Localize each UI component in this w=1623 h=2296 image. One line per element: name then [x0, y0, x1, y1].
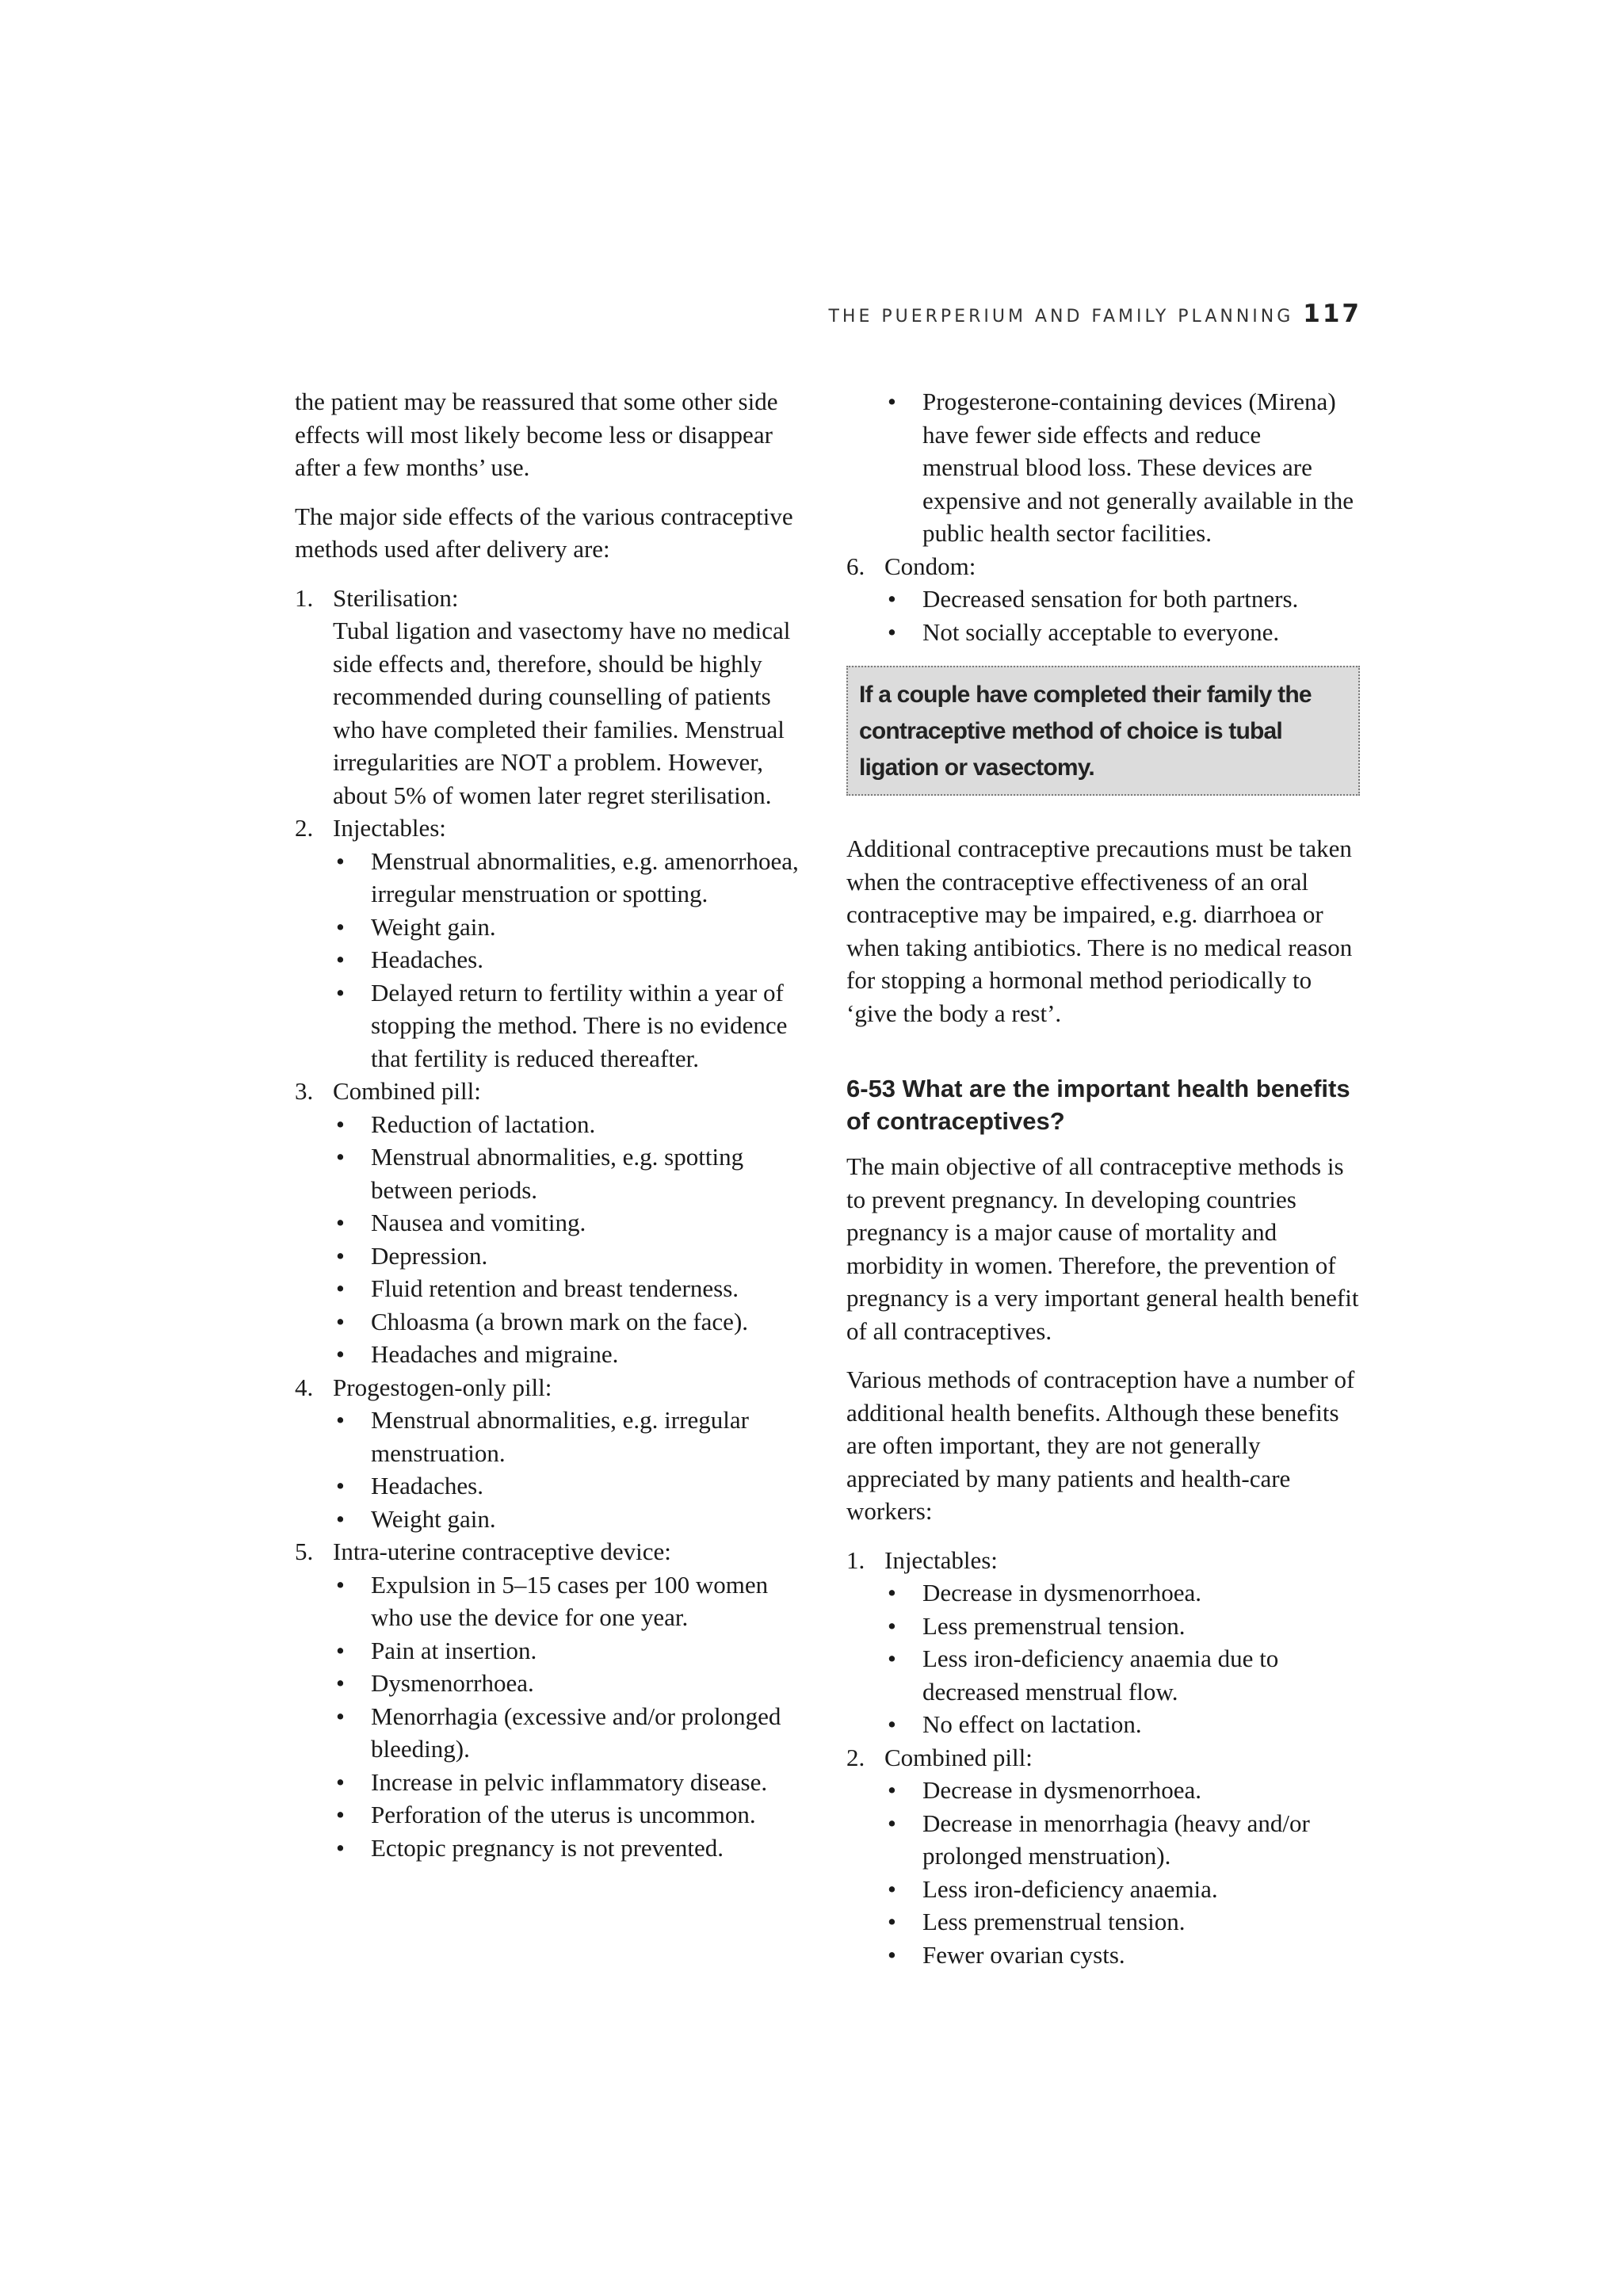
bullet-item: • Nausea and vomiting.	[333, 1206, 808, 1240]
list-item-sterilisation	[295, 582, 808, 812]
item-number: 6.	[846, 552, 865, 580]
bullet-item: • Ectopic pregnancy is not prevented.	[333, 1832, 808, 1865]
bullet-list	[333, 1568, 808, 1865]
precautions-paragraph: Additional contraceptive precautions must be taken when the contraceptive effectiveness of an oral contraceptive may be impaired, e.g. diarrhoea or when taking antibiotics. There is no medical reason for stopping a hormonal method periodically to ‘give the body a rest’.	[846, 835, 1353, 1027]
bullet-item: • Decreased sensation for both partners.	[884, 583, 1360, 616]
bullet-item: • Menstrual abnormalities, e.g. spotting between periods.	[333, 1140, 808, 1206]
list-item-injectables	[295, 812, 808, 1075]
bullet-item: • Decrease in dysmenorrhoea.	[884, 1774, 1360, 1807]
benefits-intro: Various methods of contraception have a number of additional health benefits. Although these benefits are often important, they are not generally appreciated by many patients and health-care workers:	[846, 1366, 1355, 1525]
list-item-condom	[846, 550, 1360, 649]
bullet-item: • Decrease in dysmenorrhoea.	[884, 1576, 1360, 1610]
bullet-item: • Delayed return to fertility within a year of stopping the method. There is no evidence that fertility is reduced thereafter.	[333, 976, 808, 1075]
bullet-item: • Headaches.	[333, 943, 808, 976]
bullet-list	[884, 1774, 1360, 1971]
list-item-combined-pill-benefits	[846, 1741, 1360, 1972]
running-head-title: THE PUERPERIUM AND FAMILY PLANNING	[828, 307, 1294, 327]
bullet-list	[333, 1404, 808, 1535]
intro-paragraph: the patient may be reassured that some other side effects will most likely become less or disappear after a few months’ use.	[295, 388, 778, 481]
bullet-item: • Menstrual abnormalities, e.g. irregular menstruation.	[333, 1404, 808, 1469]
item-title: Combined pill:	[333, 1077, 481, 1105]
bullet-list	[884, 1576, 1360, 1741]
bullet-item: • Weight gain.	[333, 1503, 808, 1536]
item-title: Injectables:	[884, 1545, 998, 1574]
bullet-item: • Reduction of lactation.	[333, 1108, 808, 1141]
item-title: Progestogen-only pill:	[333, 1373, 552, 1401]
bullet-item: • Depression.	[333, 1240, 808, 1273]
benefits-list	[846, 1544, 1360, 1972]
item-number: 4.	[295, 1373, 314, 1401]
bullet-item: • Perforation of the uterus is uncommon.	[333, 1798, 808, 1832]
item-number: 2.	[295, 814, 314, 842]
objective-paragraph: The main objective of all contraceptive methods is to prevent pregnancy. In developing countries pregnancy is a major cause of mortality and morbidity in women. Therefore, the prevention of pregnancy is a very important general health benefit of all contraceptives.	[846, 1152, 1359, 1345]
bullet-item: • Menorrhagia (excessive and/or prolonged bleeding).	[333, 1700, 808, 1766]
list-item-combined-pill	[295, 1075, 808, 1371]
bullet-item: • Fluid retention and breast tenderness.	[333, 1272, 808, 1305]
bullet-item: • Headaches and migraine.	[333, 1338, 808, 1371]
item-title: Combined pill:	[884, 1743, 1033, 1771]
bullet-list	[884, 583, 1360, 648]
bullet-list	[333, 1108, 808, 1371]
list-item-progestogen-pill	[295, 1371, 808, 1536]
item-title: Injectables:	[333, 814, 446, 842]
bullet-item: • Less iron-deficiency anaemia.	[884, 1873, 1360, 1906]
bullet-item: • Weight gain.	[333, 911, 808, 944]
side-effects-list	[295, 582, 808, 1865]
list-item-injectables-benefits	[846, 1544, 1360, 1741]
item-number: 1.	[295, 583, 314, 612]
bullet-item: • Menstrual abnormalities, e.g. amenorrhoea, irregular menstruation or spotting.	[333, 845, 808, 911]
bullet-item: • Headaches.	[333, 1469, 808, 1503]
right-column	[846, 385, 1360, 1971]
bullet-item: • Less premenstrual tension.	[884, 1905, 1360, 1939]
item-title: Condom:	[884, 552, 976, 580]
bullet-item: • Chloasma (a brown mark on the face).	[333, 1305, 808, 1339]
callout-box: If a couple have completed their family the contraceptive method of choice is tubal ligation or vasectomy.	[846, 666, 1360, 796]
item-number: 1.	[846, 1545, 865, 1574]
item-title: Sterilisation:	[333, 583, 459, 612]
bullet-item: • Expulsion in 5–15 cases per 100 women who use the device for one year.	[333, 1568, 808, 1634]
bullet-item: • Fewer ovarian cysts.	[884, 1939, 1360, 1972]
bullet-item: • Pain at insertion.	[333, 1634, 808, 1668]
item-text: Tubal ligation and vasectomy have no medical side effects and, therefore, should be highly recommended during counselling of patients who have completed their families. Menstrual irregularities are NOT a problem. However, about 5% of women later regret sterilisation.	[333, 617, 791, 809]
section-heading: 6-53 What are the important health benefits of contraceptives?	[846, 1075, 1350, 1135]
list-item-iucd	[295, 1535, 808, 1864]
bullet-list	[333, 845, 808, 1075]
item-number: 5.	[295, 1538, 314, 1565]
left-column	[295, 385, 808, 1864]
bullet-item: • Dysmenorrhoea.	[333, 1667, 808, 1700]
item-title: Intra-uterine contraceptive device:	[333, 1538, 671, 1565]
bullet-item: • Not socially acceptable to everyone.	[884, 616, 1360, 649]
running-head	[792, 300, 1361, 328]
bullet-item: • Progesterone-containing devices (Mirena) have fewer side effects and reduce menstrual blood loss. These devices are expensive and not generally available in the public health sector facilities.	[884, 385, 1360, 550]
continued-bullet-list	[884, 385, 1360, 550]
bullet-item: • Less iron-deficiency anaemia due to decreased menstrual flow.	[884, 1642, 1360, 1708]
bullet-item: • Increase in pelvic inflammatory disease.	[333, 1766, 808, 1799]
bullet-item: • Less premenstrual tension.	[884, 1610, 1360, 1643]
item-number: 2.	[846, 1743, 865, 1771]
condom-list	[846, 550, 1360, 649]
page-number: 117	[1303, 300, 1361, 328]
item-number: 3.	[295, 1077, 314, 1105]
bullet-item: • Decrease in menorrhagia (heavy and/or prolonged menstruation).	[884, 1807, 1360, 1873]
bullet-item: • No effect on lactation.	[884, 1708, 1360, 1741]
side-effects-intro: The major side effects of the various contraceptive methods used after delivery are:	[295, 502, 793, 563]
